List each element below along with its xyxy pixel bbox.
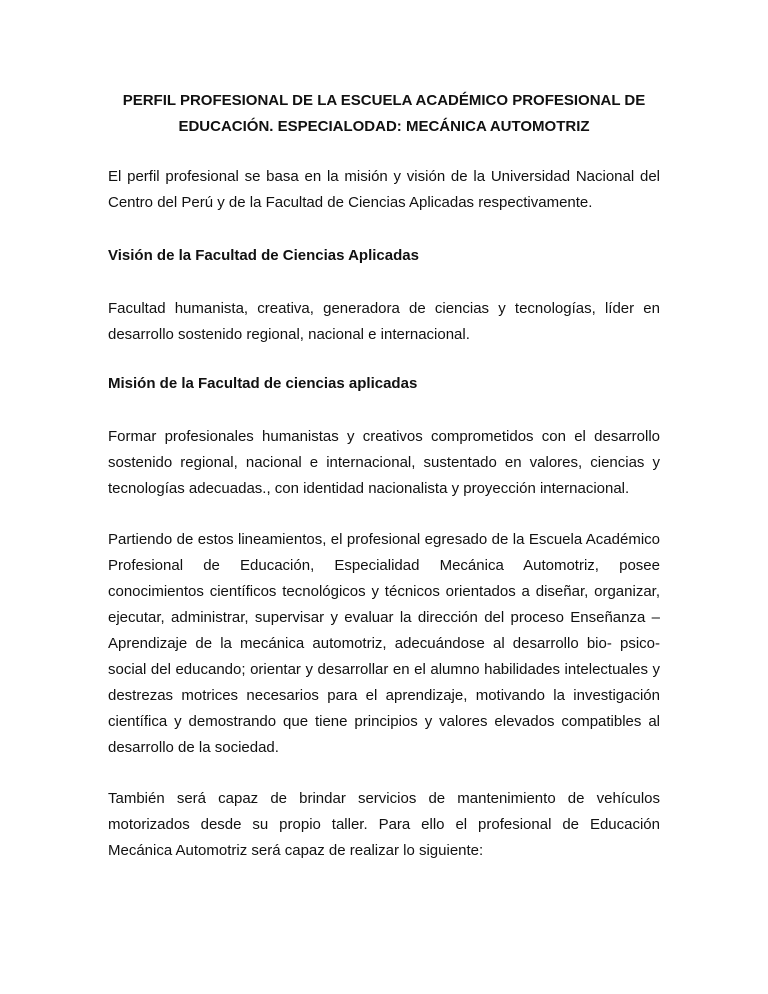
intro-paragraph: El perfil profesional se basa en la misión y visión de la Universidad Nacional del Centro del Perú y de la Facultad de Ciencias Aplicadas respectivamente. <box>108 168 660 211</box>
profile-paragraph: Partiendo de estos lineamientos, el profesional egresado de la Escuela Académico Profesional de Educación, Especialidad Mecánica Automotriz, posee conocimientos científicos tecnológicos y técnicos orientados a diseñar, organizar, ejecutar, administrar, supervisar y evaluar la dirección del proceso Enseñanza – Aprendizaje de la mecánica automotriz, adecuándose al desarrollo bio- psico-social del educando; orientar y desarrollar en el alumno habilidades intelectuales y destrezas motrices necesarios para el aprendizaje, motivando la investigación científica y demostrando que tiene principios y valores elevados compatibles al desarrollo de la sociedad. <box>108 531 660 756</box>
mision-heading: Misión de la Facultad de ciencias aplicadas <box>108 375 418 392</box>
vision-paragraph: Facultad humanista, creativa, generadora de ciencias y tecnologías, líder en desarrollo sostenido regional, nacional e internacional. <box>108 300 660 343</box>
page-title: PERFIL PROFESIONAL DE LA ESCUELA ACADÉMICO PROFESIONAL DE EDUCACIÓN. ESPECIALODAD: MECÁNICA AUTOMOTRIZ <box>122 92 646 135</box>
services-paragraph: También será capaz de brindar servicios de mantenimiento de vehículos motorizados desde su propio taller. Para ello el profesional de Educación Mecánica Automotriz será capaz de realizar lo siguiente: <box>108 790 660 859</box>
vision-heading: Visión de la Facultad de Ciencias Aplicadas <box>108 247 419 264</box>
mision-paragraph: Formar profesionales humanistas y creativos comprometidos con el desarrollo sostenido regional, nacional e internacional, sustentado en valores, ciencias y tecnologías adecuadas., con identidad nacionalista y proyección internacional. <box>108 428 660 497</box>
